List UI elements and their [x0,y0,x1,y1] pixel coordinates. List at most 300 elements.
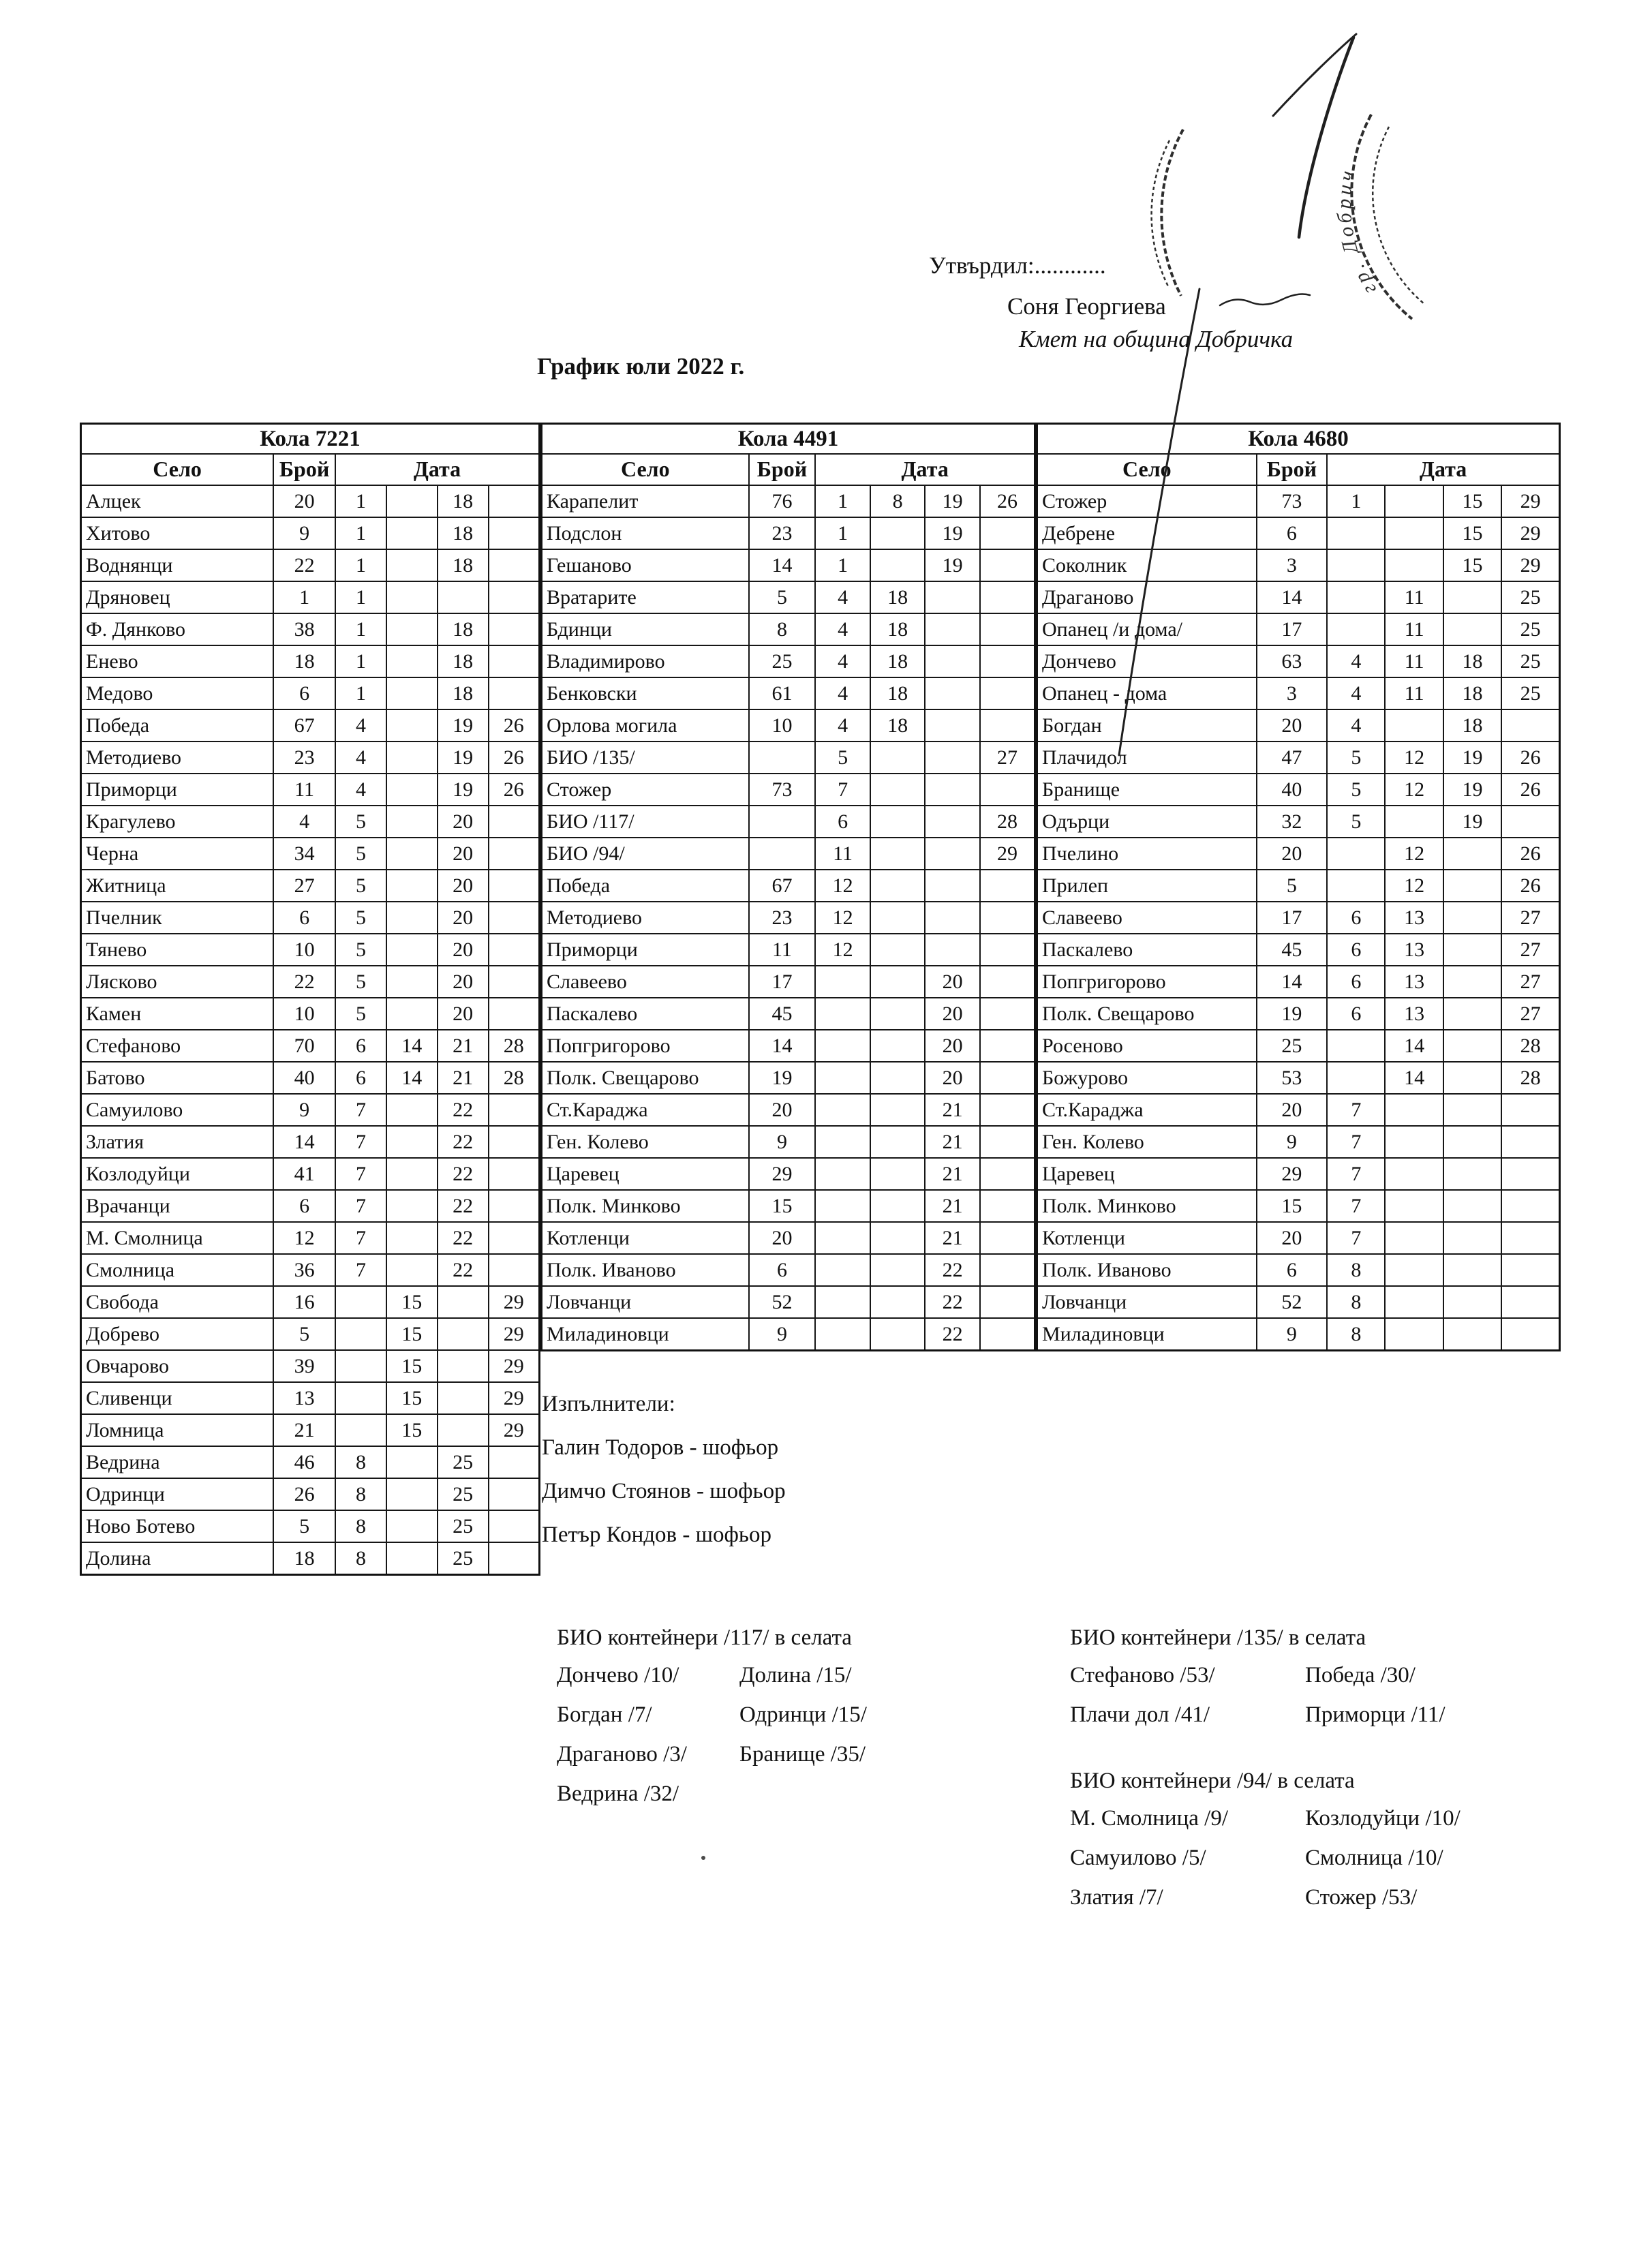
date-cell: 14 [386,1030,438,1062]
count-cell: 19 [749,1062,816,1094]
table-row [1037,742,1560,774]
count-cell: 70 [273,1030,335,1062]
table-row [1037,581,1560,613]
executor-item: Петър Кондов - шофьор [542,1523,771,1547]
date-cell: 11 [1385,645,1443,677]
table-row [81,1158,540,1190]
date-cell: 12 [1385,742,1443,774]
village-cell: Полк. Минково [542,1190,749,1222]
table-row [1037,1030,1560,1062]
village-cell: Козлодуйци [81,1158,274,1190]
date-cell: 15 [386,1286,438,1318]
date-cell: 6 [335,1030,386,1062]
date-cell [925,581,980,613]
date-cell [980,1222,1035,1254]
village-cell: БИО /135/ [542,742,749,774]
date-cell [1501,1158,1559,1190]
village-cell: Стефаново [81,1030,274,1062]
village-cell: Добрево [81,1318,274,1350]
count-cell: 6 [273,902,335,934]
date-cell [815,1254,870,1286]
date-cell [980,1126,1035,1158]
date-cell: 8 [335,1478,386,1510]
date-cell: 19 [1443,806,1501,838]
village-cell: Богдан [1037,709,1257,742]
date-cell [1385,1286,1443,1318]
count-cell: 76 [749,485,816,517]
village-cell: Методиево [542,902,749,934]
table-row [81,1510,540,1542]
date-cell: 19 [1443,742,1501,774]
bio-row [1070,1846,1460,1885]
village-cell: Дебрене [1037,517,1257,549]
date-cell [489,1478,540,1510]
village-cell: Ф. Дянково [81,613,274,645]
date-cell [1501,1254,1559,1286]
table-row [81,485,540,517]
date-cell: 15 [1443,485,1501,517]
col-header-count: Брой [749,454,816,485]
date-cell [386,902,438,934]
date-cell [815,1158,870,1190]
village-cell: Методиево [81,742,274,774]
bio-section-117 [557,1625,867,1821]
date-cell [870,806,926,838]
date-cell [438,1382,489,1414]
date-cell [489,1126,540,1158]
col-header-count: Брой [273,454,335,485]
date-cell [1327,517,1385,549]
count-cell: 6 [1257,1254,1328,1286]
date-cell: 19 [925,549,980,581]
table-row [1037,838,1560,870]
date-cell [870,517,926,549]
table-row [81,645,540,677]
count-cell: 73 [749,774,816,806]
count-cell: 6 [273,1190,335,1222]
date-cell: 8 [335,1542,386,1575]
date-cell: 1 [335,677,386,709]
date-cell: 6 [1327,902,1385,934]
date-cell [1443,1190,1501,1222]
date-cell [925,645,980,677]
bio-item-left: М. Смолница /9/ [1070,1806,1228,1831]
village-cell: Прилеп [1037,870,1257,902]
date-cell [870,1318,926,1351]
date-cell: 18 [1443,645,1501,677]
date-cell [980,966,1035,998]
date-cell: 27 [980,742,1035,774]
date-cell [815,1030,870,1062]
bio-item-right: Победа /30/ [1305,1663,1416,1687]
village-cell: Приморци [542,934,749,966]
village-cell: Полк. Минково [1037,1190,1257,1222]
date-cell: 25 [1501,677,1559,709]
date-cell: 5 [1327,806,1385,838]
table-row [1037,774,1560,806]
date-cell: 4 [815,645,870,677]
village-cell: Ново Ботево [81,1510,274,1542]
date-cell [925,934,980,966]
table-row [81,838,540,870]
date-cell: 14 [386,1062,438,1094]
count-cell: 17 [1257,613,1328,645]
date-cell: 1 [815,517,870,549]
village-cell: Бенковски [542,677,749,709]
date-cell: 19 [438,774,489,806]
date-cell [1443,902,1501,934]
date-cell [1501,1126,1559,1158]
date-cell [489,998,540,1030]
count-cell: 20 [1257,1222,1328,1254]
count-cell: 14 [1257,581,1328,613]
bio-row [557,1782,867,1821]
bio-item-left: Дончево /10/ [557,1663,679,1687]
count-cell: 6 [749,1254,816,1286]
executors-block [542,1392,786,1566]
table-row [542,966,1035,998]
table-car-title: Кола 7221 [81,424,540,455]
date-cell: 27 [1501,902,1559,934]
date-cell [386,934,438,966]
date-cell [1385,1094,1443,1126]
date-cell [335,1318,386,1350]
village-cell: М. Смолница [81,1222,274,1254]
date-cell: 26 [1501,838,1559,870]
count-cell: 73 [1257,485,1328,517]
bio-item-left: Ведрина /32/ [557,1782,679,1806]
date-cell [1385,709,1443,742]
date-cell: 14 [1385,1062,1443,1094]
date-cell: 26 [489,742,540,774]
date-cell [386,1478,438,1510]
date-cell [489,1158,540,1190]
date-cell [386,613,438,645]
table-row [81,581,540,613]
date-cell: 29 [489,1382,540,1414]
count-cell: 45 [749,998,816,1030]
date-cell: 4 [815,709,870,742]
count-cell: 34 [273,838,335,870]
bio-row [1070,1885,1460,1925]
date-cell [870,1062,926,1094]
date-cell: 20 [925,1062,980,1094]
village-cell: Дончево [1037,645,1257,677]
approved-name: Соня Георгиева [1007,293,1166,320]
date-cell: 1 [1327,485,1385,517]
date-cell: 26 [1501,870,1559,902]
village-cell: Ген. Колево [542,1126,749,1158]
date-cell [870,1254,926,1286]
date-cell [870,870,926,902]
date-cell: 4 [335,742,386,774]
count-cell [749,742,816,774]
village-cell: Батово [81,1062,274,1094]
village-cell: Черна [81,838,274,870]
date-cell [489,645,540,677]
count-cell: 41 [273,1158,335,1190]
date-cell: 8 [1327,1254,1385,1286]
date-cell: 13 [1385,998,1443,1030]
date-cell: 7 [335,1158,386,1190]
date-cell [980,1190,1035,1222]
village-cell: Хитово [81,517,274,549]
date-cell: 14 [1385,1030,1443,1062]
table-row [542,774,1035,806]
table-row [81,1446,540,1478]
date-cell [1443,1126,1501,1158]
date-cell [438,1286,489,1318]
date-cell [386,1254,438,1286]
date-cell [1443,613,1501,645]
date-cell [386,806,438,838]
date-cell [870,998,926,1030]
date-cell: 28 [1501,1062,1559,1094]
date-cell [386,517,438,549]
date-cell: 21 [925,1190,980,1222]
village-cell: Алцек [81,485,274,517]
date-cell [386,485,438,517]
date-cell [489,1254,540,1286]
date-cell [386,645,438,677]
village-cell: Росеново [1037,1030,1257,1062]
date-cell: 7 [1327,1094,1385,1126]
table-row [1037,517,1560,549]
date-cell [489,485,540,517]
table-row [542,1318,1035,1351]
count-cell: 23 [749,517,816,549]
table-row [542,485,1035,517]
stamp-right-arc-icon [1351,114,1424,319]
table-row [1037,1318,1560,1351]
date-cell: 1 [815,549,870,581]
table-row [542,806,1035,838]
date-cell [386,1126,438,1158]
table-row [542,742,1035,774]
date-cell: 26 [1501,774,1559,806]
village-cell: Сливенци [81,1382,274,1414]
date-cell: 15 [386,1414,438,1446]
date-cell: 29 [489,1286,540,1318]
date-cell: 13 [1385,966,1443,998]
table-row [81,1318,540,1350]
date-cell: 4 [1327,677,1385,709]
count-cell: 15 [1257,1190,1328,1222]
table-row [1037,1286,1560,1318]
date-cell: 8 [870,485,926,517]
date-cell: 12 [1385,774,1443,806]
date-cell: 12 [1385,870,1443,902]
date-cell [815,1126,870,1158]
table-row [81,1542,540,1575]
bio-item-left: Плачи дол /41/ [1070,1702,1210,1727]
date-cell: 20 [438,902,489,934]
date-cell [489,966,540,998]
date-cell: 18 [1443,709,1501,742]
date-cell [386,1094,438,1126]
date-cell [870,1286,926,1318]
date-cell: 8 [1327,1286,1385,1318]
date-cell [980,1158,1035,1190]
date-cell [386,1190,438,1222]
date-cell [815,966,870,998]
bio-item-right [739,1782,867,1821]
date-cell [1443,966,1501,998]
col-header-village: Село [81,454,274,485]
date-cell: 28 [980,806,1035,838]
village-cell: Ломница [81,1414,274,1446]
village-cell: БИО /94/ [542,838,749,870]
date-cell: 29 [980,838,1035,870]
count-cell: 5 [1257,870,1328,902]
table-row [542,581,1035,613]
village-cell: Бдинци [542,613,749,645]
date-cell: 15 [386,1350,438,1382]
date-cell [386,742,438,774]
table-row [1037,902,1560,934]
village-cell: Ловчанци [1037,1286,1257,1318]
count-cell: 14 [749,1030,816,1062]
count-cell: 9 [273,517,335,549]
date-cell: 4 [335,709,386,742]
date-cell [1385,485,1443,517]
count-cell: 17 [749,966,816,998]
table-row [1037,1126,1560,1158]
village-cell: Ловчанци [542,1286,749,1318]
bio-item-right: Приморци /11/ [1305,1702,1446,1727]
bio-section-94 [1070,1769,1460,1925]
village-cell: Тянево [81,934,274,966]
date-cell [1327,549,1385,581]
date-cell: 18 [438,517,489,549]
village-cell: Полк. Свещарово [1037,998,1257,1030]
executors-title: Изпълнители: [542,1392,675,1416]
date-cell: 7 [1327,1158,1385,1190]
executor-item: Галин Тодоров - шофьор [542,1435,779,1460]
date-cell: 22 [438,1094,489,1126]
table-row [542,870,1035,902]
count-cell: 67 [273,709,335,742]
schedule-table-kola-7221 [80,423,540,1576]
date-cell [489,1510,540,1542]
date-cell: 7 [335,1190,386,1222]
date-cell [870,902,926,934]
date-cell [1327,1062,1385,1094]
date-cell [438,1350,489,1382]
table-row [81,549,540,581]
date-cell [1385,1158,1443,1190]
date-cell: 5 [1327,774,1385,806]
count-cell: 23 [273,742,335,774]
date-cell [1385,549,1443,581]
date-cell [1327,870,1385,902]
count-cell: 13 [273,1382,335,1414]
date-cell [815,1062,870,1094]
table-row [81,1030,540,1062]
date-cell [870,1158,926,1190]
date-cell [489,1222,540,1254]
village-cell: Владимирово [542,645,749,677]
count-cell: 11 [273,774,335,806]
count-cell: 9 [749,1318,816,1351]
table-row [81,934,540,966]
table-row [542,1158,1035,1190]
date-cell: 20 [438,838,489,870]
date-cell: 7 [1327,1190,1385,1222]
date-cell [489,1190,540,1222]
schedule-table-kola-4680 [1036,423,1561,1351]
table-row [81,1382,540,1414]
date-cell [1327,581,1385,613]
table-row [81,1286,540,1318]
date-cell [980,613,1035,645]
village-cell: Полк. Иваново [542,1254,749,1286]
count-cell: 36 [273,1254,335,1286]
table-row [542,1190,1035,1222]
table-row [1037,870,1560,902]
date-cell [980,645,1035,677]
date-cell: 27 [1501,934,1559,966]
village-cell: Славеево [1037,902,1257,934]
bio-item-left: Самуилово /5/ [1070,1846,1206,1870]
date-cell [980,677,1035,709]
count-cell: 11 [749,934,816,966]
date-cell: 11 [1385,581,1443,613]
count-cell: 9 [1257,1126,1328,1158]
count-cell: 22 [273,966,335,998]
date-cell [1501,1286,1559,1318]
count-cell: 61 [749,677,816,709]
count-cell: 14 [273,1126,335,1158]
date-cell [386,709,438,742]
village-cell: Победа [81,709,274,742]
date-cell: 13 [1385,934,1443,966]
village-cell: Котленци [1037,1222,1257,1254]
village-cell: Орлова могила [542,709,749,742]
date-cell: 18 [438,645,489,677]
date-cell [1443,1222,1501,1254]
date-cell: 19 [438,709,489,742]
table-row [81,774,540,806]
date-cell: 20 [438,998,489,1030]
date-cell: 6 [1327,998,1385,1030]
date-cell [1443,838,1501,870]
date-cell [980,1318,1035,1351]
date-cell [1501,1222,1559,1254]
date-cell: 15 [386,1318,438,1350]
date-cell [1501,709,1559,742]
date-cell [335,1382,386,1414]
date-cell [489,549,540,581]
village-cell: Полк. Иваново [1037,1254,1257,1286]
village-cell: Златия [81,1126,274,1158]
date-cell: 1 [335,581,386,613]
bio-item-left: Драганово /3/ [557,1742,687,1767]
date-cell: 13 [1385,902,1443,934]
village-cell: Ведрина [81,1446,274,1478]
date-cell [1385,1318,1443,1351]
date-cell [438,581,489,613]
date-cell: 29 [489,1350,540,1382]
count-cell: 45 [1257,934,1328,966]
count-cell [749,838,816,870]
date-cell [438,1414,489,1446]
date-cell [438,1318,489,1350]
village-cell: Победа [542,870,749,902]
approved-label: Утвърдил:............ [929,252,1106,279]
date-cell [870,1222,926,1254]
village-cell: Соколник [1037,549,1257,581]
